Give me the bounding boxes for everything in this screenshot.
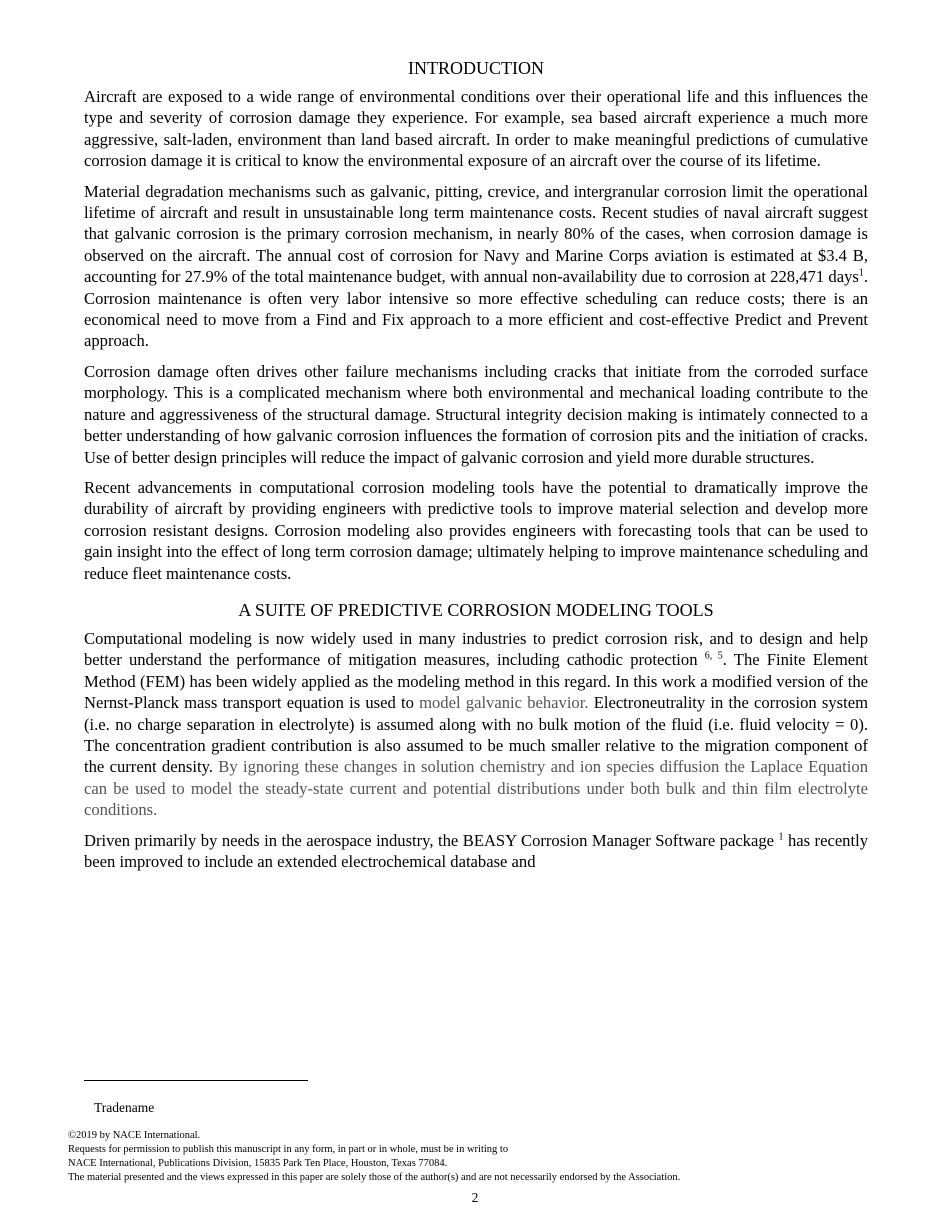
- intro-paragraph-4: Recent advancements in computational corrosion modeling tools have the potential to dramatically improve the durability of aircraft by providing engineers with predictive tools to improve material selection and develop more corrosion resistant designs. Corrosion modeling also provides engineers with forecasting tools that can be used to gain insight into the effect of long term corrosion damage; ultimately helping to improve maintenance scheduling and reduce fleet maintenance costs.: [84, 477, 868, 583]
- copyright-line-2: Requests for permission to publish this manuscript in any form, in part or in whole, must be in writing to: [68, 1144, 509, 1155]
- copyright-notice: [68, 1129, 680, 1185]
- tools-paragraph-1-b: . The Finite Element Method (FEM) has been widely applied as the modeling method in this regard. In this work a modified version of the Nernst-Planck mass transport equation is used to: [84, 650, 869, 713]
- tools-paragraph-1-c: Electroneutrality in the corrosion system (i.e. no charge separation in electrolyte) is assumed along with no bulk motion of the fluid (i.e. fluid velocity = 0). The concentration gradient contribution is also assumed to be much smaller relative to the migration component of the current density.: [84, 693, 868, 777]
- tools-paragraph-2-b: has recently been improved to include an extended electrochemical database and: [84, 830, 868, 871]
- footnote-tradename: Tradename: [94, 1100, 155, 1115]
- intro-paragraph-3: Corrosion damage often drives other failure mechanisms including cracks that initiate from the corroded surface morphology. This is a complicated mechanism where both environmental and mechanical loading contribute to the nature and aggressiveness of the structural damage. Structural integrity decision making is intimately connected to a better understanding of how galvanic corrosion influences the formation of corrosion pits and the initiation of cracks. Use of better design principles will reduce the impact of galvanic corrosion and yield more durable structures.: [84, 361, 868, 467]
- tools-paragraph-1-a: Computational modeling is now widely used in many industries to predict corrosion risk, and to design and help better understand the performance of mitigation measures, including cathodic protection: [84, 628, 868, 670]
- page-number: 2: [471, 1190, 479, 1205]
- page-body: [84, 56, 868, 881]
- reference-6-5: 6, 5: [704, 650, 723, 662]
- intro-paragraph-1: Aircraft are exposed to a wide range of environmental conditions over their operational life and this influences the type and severity of corrosion damage they experience. For example, sea based aircraft experience a much more aggressive, salt-laden, environment than land based aircraft. In order to make meaningful predictions of cumulative corrosion damage it is critical to know the environmental exposure of an aircraft over the course of its lifetime.: [84, 87, 868, 171]
- tools-paragraph-1: [84, 628, 868, 821]
- copyright-line-4: The material presented and the views expressed in this paper are solely those of the author(s) and are not necessarily endorsed by the Association.: [68, 1172, 681, 1183]
- reference-1b: 1: [778, 831, 784, 843]
- footnote-divider: [84, 1080, 308, 1081]
- copyright-line-3: NACE International, Publications Division, 15835 Park Ten Place, Houston, Texas 77084.: [68, 1158, 448, 1169]
- tools-paragraph-2-a: Driven primarily by needs in the aerospace industry, the BEASY Corrosion Manager Software package: [84, 830, 775, 850]
- predictive-tools-heading: A SUITE OF PREDICTIVE CORROSION MODELING TOOLS: [238, 599, 714, 620]
- copyright-line-1: ©2019 by NACE International.: [68, 1130, 201, 1141]
- reference-1: 1: [858, 267, 864, 279]
- tools-paragraph-1-gray-1: model galvanic behavior.: [413, 693, 589, 713]
- intro-paragraph-2-text: Material degradation mechanisms such as galvanic, pitting, crevice, and intergranular corrosion limit the operational lifetime of aircraft and result in unsustainable long term maintenance costs. Recent studies of naval aircraft suggest that galvanic corrosion is the primary corrosion mechanism, in nearly 80% of the cases, when corrosion damage is observed on the aircraft. The annual cost of corrosion for Navy and Marine Corps aviation is estimated at $3.4 B, accounting for 27.9% of the total maintenance budget, with annual non-availability due to corrosion at 228,471 days: [84, 181, 868, 287]
- tools-paragraph-2: [84, 830, 868, 873]
- introduction-heading: INTRODUCTION: [408, 58, 544, 78]
- intro-paragraph-2: [84, 181, 868, 352]
- intro-paragraph-2-rest: . Corrosion maintenance is often very labor intensive so more effective scheduling can reduce costs; there is an economical need to move from a Find and Fix approach to a more efficient and cost-effective Predict and Prevent approach.: [84, 267, 868, 351]
- tools-paragraph-1-gray-2: By ignoring these changes in solution chemistry and ion species diffusion the Laplace Equation can be used to model the steady-state current and potential distributions under both bulk and thin film electrolyte conditions.: [84, 757, 868, 820]
